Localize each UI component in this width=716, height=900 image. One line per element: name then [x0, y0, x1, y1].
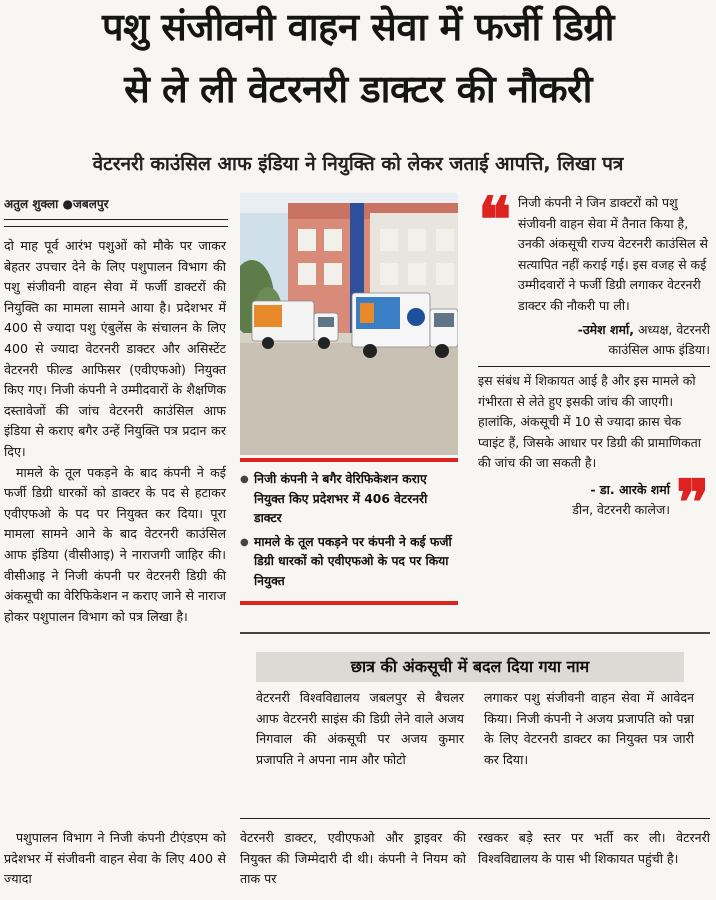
- highlight-item: [240, 533, 458, 592]
- headline-line-1: पशु संजीवनी वाहन सेवा में फर्जी डिग्री: [102, 5, 614, 49]
- quote-1-attribution: [478, 320, 710, 360]
- quote-divider: [478, 366, 710, 367]
- ambulance-photo: [240, 193, 458, 455]
- quote-2-attribution-text: [478, 480, 676, 520]
- bullet-icon: ●: [240, 536, 249, 548]
- bullet-icon: ●: [240, 474, 249, 485]
- byline-city: जबलपुर: [72, 197, 109, 211]
- highlights-box: [240, 458, 458, 605]
- article-column-1-continued: [4, 828, 226, 890]
- highlights-top-rule: [240, 458, 458, 462]
- column-top-rule: [4, 226, 228, 227]
- article-column-1: [4, 236, 226, 627]
- open-quote-icon: ❝: [478, 183, 512, 256]
- quote-2-attribution: [478, 465, 710, 539]
- quote-1: [478, 183, 710, 316]
- quote-2-role: डीन, वेटरनरी कालेज।: [572, 501, 670, 517]
- box-story-right: लगाकर पशु संजीवनी वाहन सेवा में आवेदन किया। निजी कंपनी ने अजय प्रजापति को पन्ना के लिए वेटरनरी डाक्टर का नियुक्त पत्र जारी कर दिया।: [484, 690, 694, 767]
- ambulance-photo-illustration: [240, 193, 458, 455]
- box-story-title: छात्र की अंकसूची में बदल दिया गया नाम: [256, 652, 684, 682]
- headline-line-2: से ले ली वेटरनरी डाक्टर की नौकरी: [124, 67, 592, 111]
- close-quote-icon: ❞: [676, 465, 710, 539]
- quote-1-text: निजी कंपनी ने जिन डाक्टरों को पशु संजीवनी वाहन सेवा में तैनात किया है, उनकी अंकसूची राज्य वेटरनरी काउंसिल से सत्यापित नहीं कराई गई। इस वजह से कई उम्मीदवारों ने फर्जी डिग्री लगाकर वेटरनरी डाक्टर की नौकरी पा ली।: [518, 195, 708, 313]
- article-column-2-bottom: वेटरनरी डाक्टर, एवीएफओ और ड्राइवर की नियुक्त की जिम्मेदारी दी थी। कंपनी ने नियम को ताक पर: [240, 830, 466, 887]
- quote-1-org: काउंसिल आफ इंडिया।: [608, 342, 710, 357]
- byline-rule: [4, 219, 228, 220]
- byline: [4, 195, 109, 212]
- highlights-bottom-rule: [240, 601, 458, 605]
- quote-1-role: अध्यक्ष, वेटरनरी: [637, 322, 710, 337]
- highlight-item: [240, 470, 458, 529]
- paragraph: पशुपालन विभाग ने निजी कंपनी टीएंडएम को प्रदेशभर में संजीवनी वाहन सेवा के लिए 400 से ज्यादा: [4, 830, 226, 887]
- paragraph: दो माह पूर्व आरंभ पशुओं को मौके पर जाकर बेहतर उपचार देने के लिए पशुपालन विभाग की पशु संजीवनी वाहन सेवा में फर्जी डाक्टरों की नियुक्ति का मामला सामने आया है। प्रदेशभर में 400 से ज्यादा पशु एंबुलेंस के संचालन के लिए 400 से ज्यादा वेटरनरी डाक्टर और असिस्टेंट वेटरनरी फील्ड आफिसर (एवीएफओ) नियुक्त किए गए। निजी कंपनी ने उम्मीदवारों के शैक्षणिक दस्तावेजों की जांच वेटरनरी काउंसिल आफ इंडिया से कराए बगैर उन्हें नियुक्ति पत्र प्रदान कर दिए।: [4, 238, 226, 459]
- highlight-text: निजी कंपनी ने बगैर वेरिफिकेशन कराए नियुक्त किए प्रदेशभर में 406 वेटरनरी डाक्टर: [254, 472, 428, 525]
- highlight-text: मामले के तूल पकड़ने पर कंपनी ने कई फर्जी डिग्री धारकों को एवीएफओ के पद पर किया नियुक्त: [254, 534, 452, 588]
- quote-1-name: -उमेश शर्मा,: [577, 322, 634, 337]
- box-story-left: वेटरनरी विश्वविद्यालय जबलपुर से बैचलर आफ वेटरनरी साइंस की डिग्री लेने वाले अजय निगवाल की अंकसूची पर अजय कुमार प्रजापति ने अपना नाम और फोटो: [256, 690, 464, 767]
- article-column-3-bottom: रखकर बड़े स्तर पर भर्ती कर ली। वेटरनरी विश्वविद्यालय के पास भी शिकायत पहुंची है।: [478, 830, 710, 866]
- paragraph: मामले के तूल पकड़ने के बाद कंपनी ने कई फर्जी डिग्री धारकों को डाक्टर के पद से हटाकर एवीएफओ के पद पर नियुक्त कर दिया। पूरा मामला सामने आने के बाद वेटरनरी काउंसिल आफ इंडिया (वीसीआइ) ने नाराजगी जाहिर की। वीसीआइ ने निजी कंपनी पर वेटरनरी डिग्री की अंकसूची का वेरिफिकेशन न कराए जाने से नाराज होकर पशुपालन विभाग को पत्र लिखा है।: [4, 464, 226, 624]
- box-bottom-rule: [240, 818, 710, 819]
- quotes-column: [478, 183, 710, 539]
- byline-bullet: ●: [62, 197, 73, 211]
- quote-2-name: - डा. आरके शर्मा: [590, 481, 670, 497]
- byline-author: अतुल शुक्ला: [4, 197, 59, 211]
- quote-2-text: इस संबंध में शिकायत आई है और इस मामले को गंभीरता से लेते हुए इसकी जांच की जाएगी। हालांकि, अंकसूची में 10 से ज्यादा क्रास चेक प्वाइंट हैं, जिसके आधार पर डिग्री की प्रामाणिकता की जांच की जा सकती है।: [478, 373, 701, 470]
- subheadline: वेटरनरी काउंसिल आफ इंडिया ने नियुक्ति को लेकर जताई आपत्ति, लिखा पत्र: [92, 153, 624, 175]
